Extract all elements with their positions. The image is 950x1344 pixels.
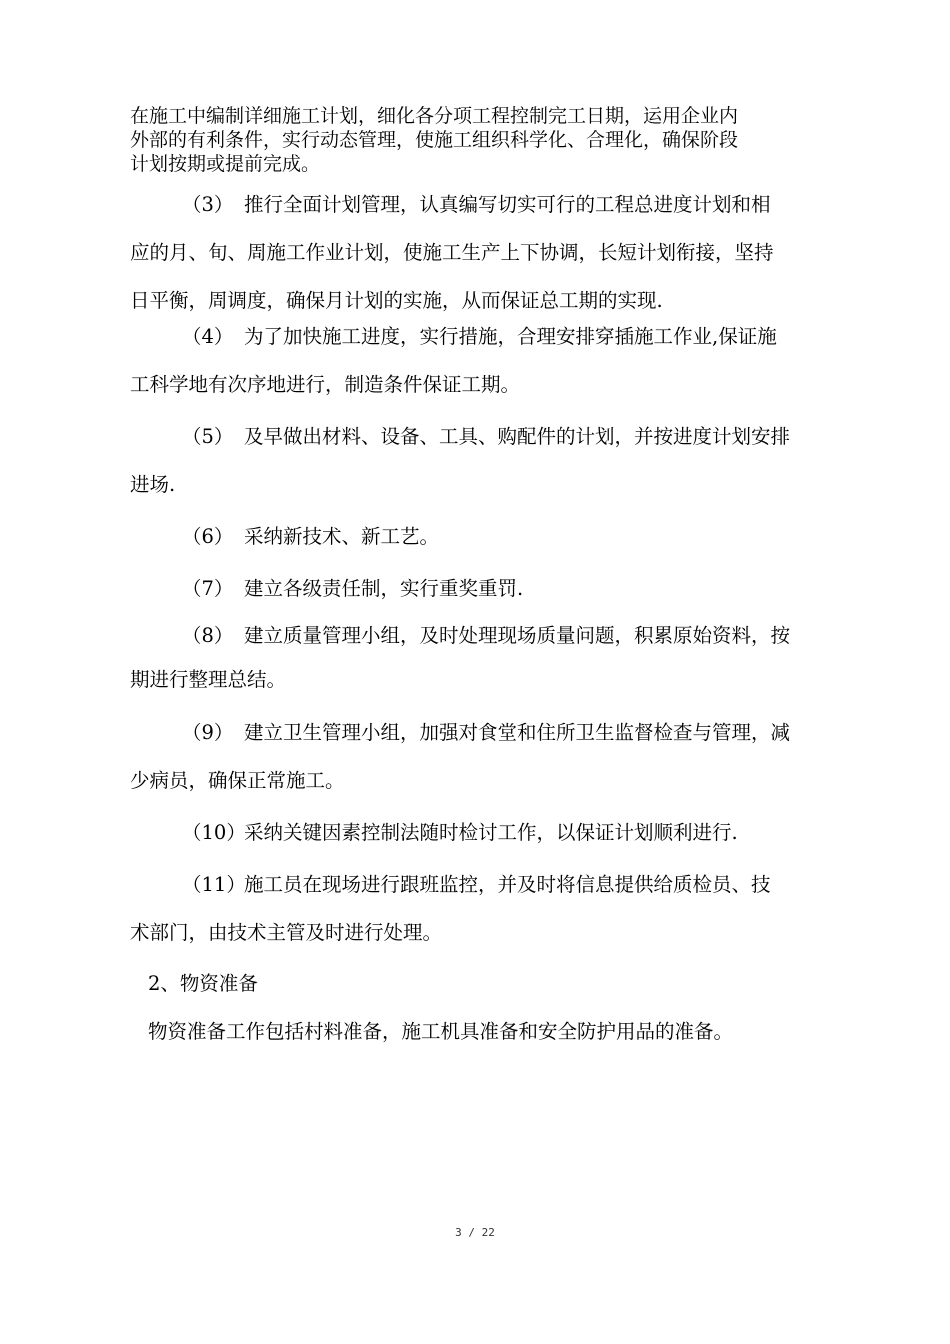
item-text: 推行全面计划管理，认真编写切实可行的工程总进度计划和相 [244, 193, 771, 216]
intro-line: 在施工中编制详细施工计划，细化各分项工程控制完工日期，运用企业内 [130, 105, 739, 127]
item-number: （6） [182, 525, 234, 548]
item-text: 采纳新技术、新工艺。 [244, 525, 440, 548]
item-number: （10） [182, 821, 246, 844]
item-number: （5） [182, 425, 234, 448]
list-item-3 [130, 181, 870, 325]
item-text: 建立各级责任制，实行重奖重罚. [244, 577, 524, 600]
item-text: 为了加快施工进度，实行措施，合理安排穿插施工作业,保证施 [244, 325, 777, 348]
item-text: 应的月、旬、周施工作业计划，使施工生产上下协调，长短计划衔接，坚持 [130, 241, 774, 264]
page-indicator: 3 / 22 [455, 1226, 495, 1239]
item-number: （3） [182, 193, 234, 216]
item-number: （8） [182, 624, 234, 647]
item-number: （9） [182, 721, 234, 744]
section-paragraph: 物资准备工作包括村料准备，施工机具准备和安全防护用品的准备。 [148, 1020, 734, 1043]
list-item-5 [130, 413, 870, 509]
item-number: （4） [182, 325, 234, 348]
list-item-4 [130, 313, 870, 409]
item-text: 术部门，由技术主管及时进行处理。 [130, 921, 443, 944]
intro-line: 外部的有利条件，实行动态管理，使施工组织科学化、合理化，确保阶段 [130, 129, 739, 151]
item-text: 期进行整理总结。 [130, 668, 287, 691]
item-number: （11） [182, 873, 246, 896]
intro-paragraph [130, 104, 830, 176]
item-text: 施工员在现场进行跟班监控，并及时将信息提供给质检员、技 [244, 873, 771, 896]
item-text: 少病员，确保正常施工。 [130, 769, 345, 792]
item-text: 及早做出材料、设备、工具、购配件的计划，并按进度计划安排 [244, 425, 791, 448]
list-item-7 [130, 565, 870, 613]
item-text: 工科学地有次序地进行，制造条件保证工期。 [130, 373, 521, 396]
list-item-11 [130, 861, 870, 957]
item-text: 日平衡，周调度，确保月计划的实施，从而保证总工期的实现. [130, 289, 663, 312]
intro-line: 计划按期或提前完成。 [130, 153, 321, 175]
item-text: 建立卫生管理小组，加强对食堂和住所卫生监督检查与管理，减 [244, 721, 791, 744]
item-text: 进场. [130, 473, 176, 496]
list-item-9 [130, 709, 870, 805]
item-text: 建立质量管理小组，及时处理现场质量问题，积累原始资料，按 [244, 624, 791, 647]
list-item-10 [130, 809, 870, 857]
list-item-8 [130, 614, 870, 702]
section-heading: 2、物资准备 [148, 972, 258, 995]
item-number: （7） [182, 577, 234, 600]
list-item-6 [130, 513, 870, 561]
item-text: 采纳关键因素控制法随时检讨工作，以保证计划顺利进行. [244, 821, 738, 844]
